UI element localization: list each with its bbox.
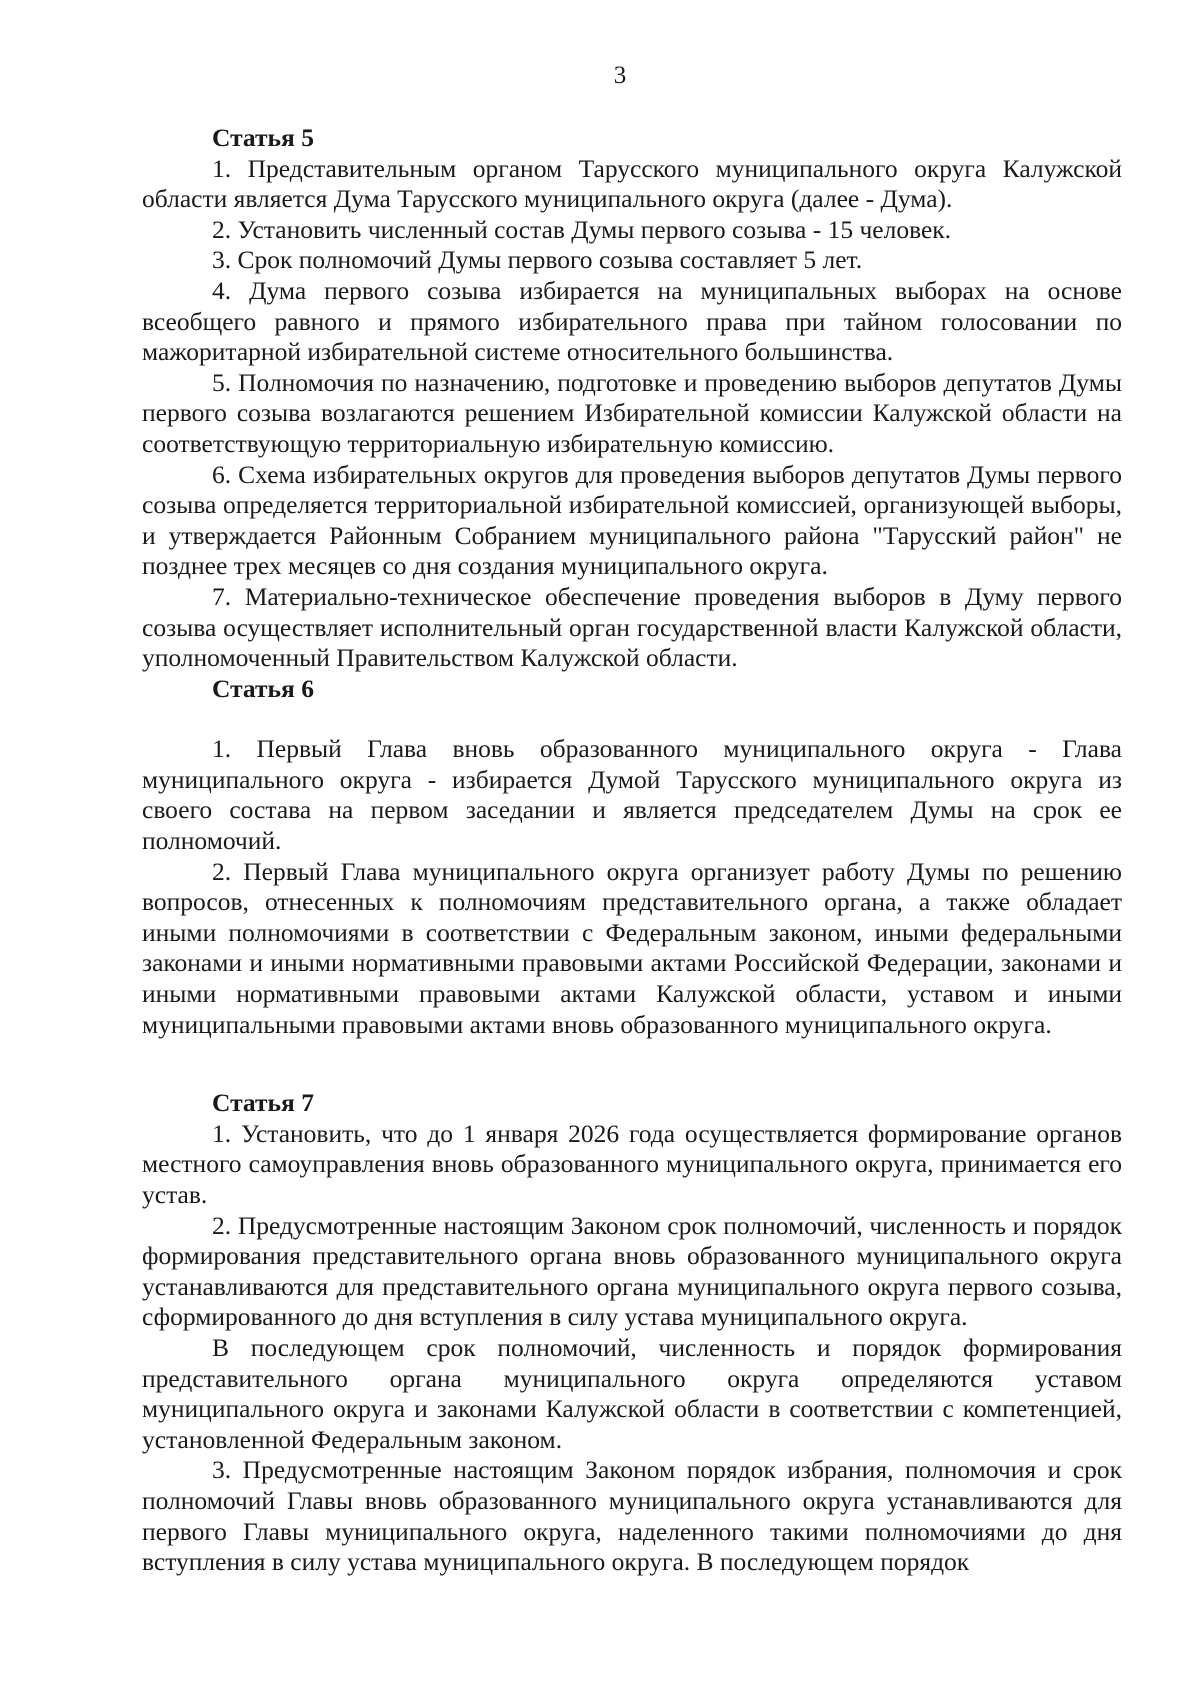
article-6 bbox=[142, 674, 1122, 1041]
page-number: 3 bbox=[613, 62, 627, 89]
article-5-paragraph-2: 2. Установить численный состав Думы первого созыва - 15 человек. bbox=[212, 214, 952, 244]
article-5-heading: Статья 5 bbox=[212, 123, 314, 152]
article-6-paragraph-2: 2. Первый Глава муниципального округа организует работу Думы по решению вопросов, отнесенных к полномочиям представительного органа, а также обладает иными полномочиями в соответствии с Федеральным законом, иными федеральными законами и иными нормативными правовыми актами Российской Федерации, законами и иными нормативными правовыми актами Калужской области, уставом и иными муниципальными правовыми актами вновь образованного муниципального округа. bbox=[142, 856, 1122, 1039]
article-7 bbox=[142, 1088, 1122, 1578]
article-5-paragraph-7: 7. Материально-техническое обеспечение проведения выборов в Думу первого созыва осуществляет исполнительный орган государственной власти Калужской области, уполномоченный Правительством Калужской области. bbox=[142, 581, 1122, 673]
article-5-paragraph-5: 5. Полномочия по назначению, подготовке и проведению выборов депутатов Думы первого созыва возлагаются решением Избирательной комиссии Калужской области на соответствующую территориальную избирательную комиссию. bbox=[142, 367, 1122, 458]
article-5-paragraph-3: 3. Срок полномочий Думы первого созыва составляет 5 лет. bbox=[212, 245, 863, 275]
article-7-paragraph-2: 2. Предусмотренные настоящим Законом срок полномочий, численность и порядок формирования представительного органа вновь образованного муниципального округа устанавливаются для представительного органа муниципального округа первого созыва, сформированного до дня вступления в силу устава муниципального округа. bbox=[142, 1210, 1122, 1332]
article-7-heading: Статья 7 bbox=[212, 1088, 314, 1118]
article-7-paragraph-3: 3. Предусмотренные настоящим Законом порядок избрания, полномочия и срок полномочий Главы вновь образованного муниципального округа устанавливаются для первого Главы муниципального округа, наделенного такими полномочиями до дня вступления в силу устава муниципального округа. В последующем порядок bbox=[142, 1455, 1122, 1577]
document-body bbox=[142, 123, 1122, 1578]
article-5-paragraph-6: 6. Схема избирательных округов для проведения выборов депутатов Думы первого созыва определяется территориальной избирательной комиссией, организующей выборы, и утверждается Районным Собранием муниципального района "Тарусский район" не позднее трех месяцев со дня создания муниципального округа. bbox=[142, 459, 1122, 581]
article-7-paragraph-2-continued: В последующем срок полномочий, численность и порядок формирования представительного органа муниципального округа определяются уставом муниципального округа и законами Калужской области в соответствии с компетенцией, установленной Федеральным законом. bbox=[142, 1332, 1122, 1454]
article-7-paragraph-1: 1. Установить, что до 1 января 2026 года осуществляется формирование органов местного самоуправления вновь образованного муниципального округа, принимается его устав. bbox=[142, 1118, 1122, 1209]
article-5-paragraph-1: 1. Представительным органом Тарусского муниципального округа Калужской области является Дума Тарусского муниципального округа (далее - Дума). bbox=[142, 153, 1122, 214]
article-6-paragraph-1: 1. Первый Глава вновь образованного муниципального округа - Глава муниципального округа - избирается Думой Тарусского муниципального округа из своего состава на первом заседании и является председателем Думы на срок ее полномочий. bbox=[142, 734, 1122, 856]
article-5-paragraph-4: 4. Дума первого созыва избирается на муниципальных выборах на основе всеобщего равного и прямого избирательного права при тайном голосовании по мажоритарной избирательной системе относительного большинства. bbox=[142, 275, 1122, 367]
article-6-heading: Статья 6 bbox=[212, 673, 314, 703]
article-5 bbox=[142, 123, 1122, 674]
